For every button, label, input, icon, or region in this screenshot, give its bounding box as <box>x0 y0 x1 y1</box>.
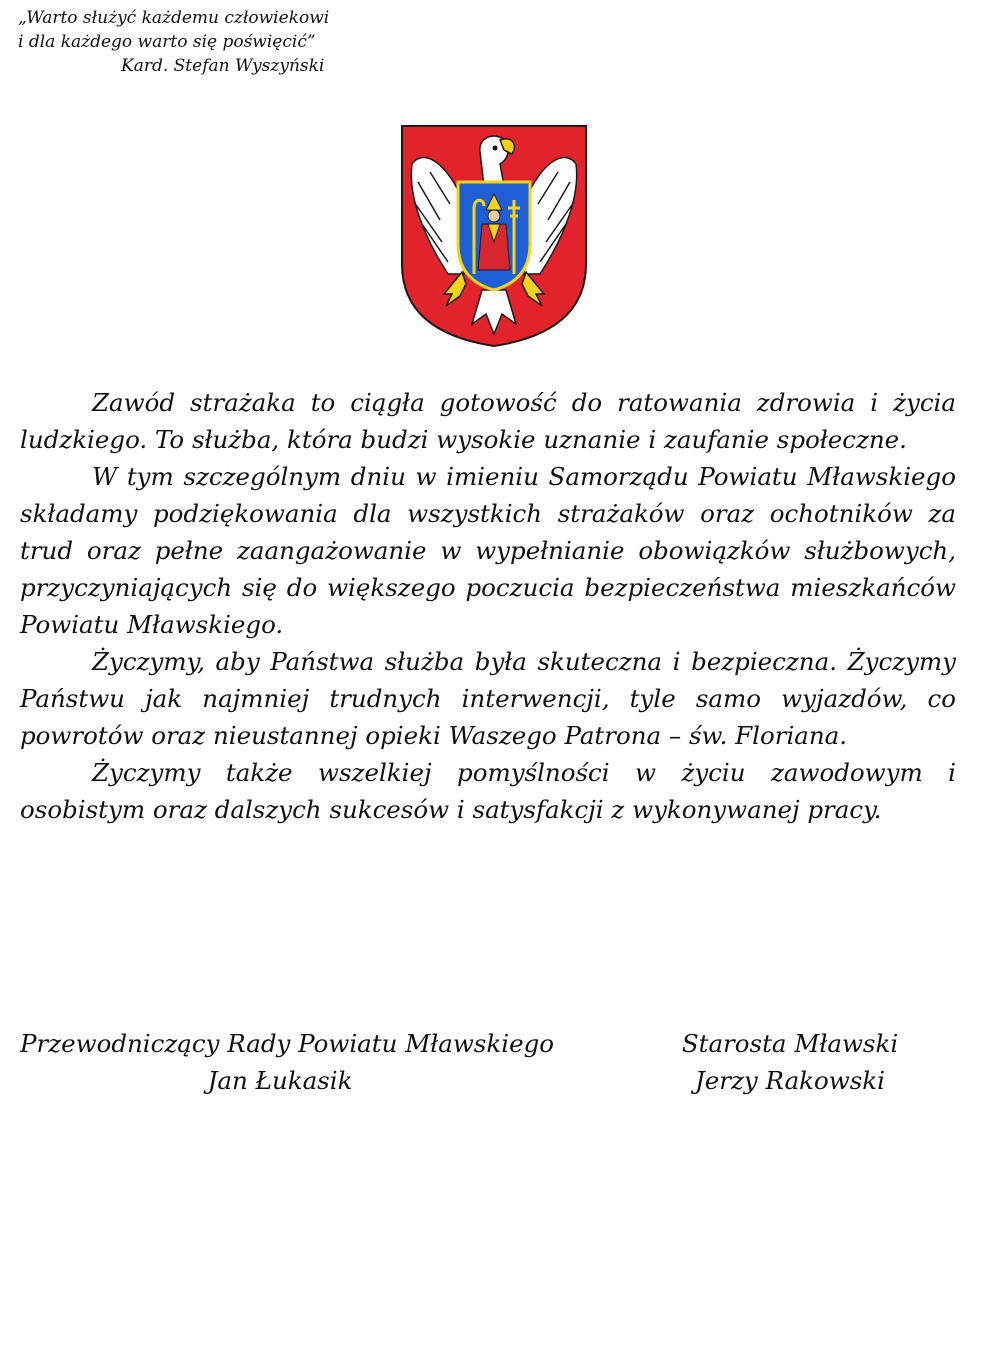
signature-left-title: Przewodniczący Rady Powiatu Mławskiego <box>20 1029 554 1058</box>
signature-left-name: Jan Łukasik <box>207 1066 353 1095</box>
quote-line-1: „Warto służyć każdemu człowiekowi <box>18 8 330 28</box>
paragraph-3: Życzymy, aby Państwa służba była skuteczna i bezpieczna. Życzymy Państwu jak najmniej trudnych interwencji, tyle samo wyjazdów, co powrotów oraz nieustannej opieki Waszego Patrona – św. Floriana. <box>20 647 956 750</box>
signature-council-chair <box>20 1025 554 1099</box>
coat-of-arms <box>400 124 588 348</box>
signature-right-name: Jerzy Rakowski <box>694 1066 885 1095</box>
paragraph-4: Życzymy także wszelkiej pomyślności w życiu zawodowym i osobistym oraz dalszych sukcesów i satysfakcji z wykonywanej pracy. <box>20 758 956 824</box>
quote-author: Kard. Stefan Wyszyński <box>121 56 325 76</box>
signature-starosta <box>640 1025 940 1099</box>
paragraph-2: W tym szczególnym dniu w imieniu Samorządu Powiatu Mławskiego składamy podziękowania dla wszystkich strażaków oraz ochotników za trud oraz pełne zaangażowanie w wypełnianie obowiązków służbowych, przyczyniających się do większego poczucia bezpieczeństwa mieszkańców Powiatu Mławskiego. <box>20 462 956 639</box>
quote-line-2: i dla każdego warto się poświęcić” <box>18 32 316 52</box>
letter-body <box>20 384 956 828</box>
motto-quote <box>18 6 378 78</box>
paragraph-1: Zawód strażaka to ciągła gotowość do ratowania zdrowia i życia ludzkiego. To służba, która budzi wysokie uznanie i zaufanie społeczne. <box>20 388 956 454</box>
signature-right-title: Starosta Mławski <box>681 1029 899 1058</box>
